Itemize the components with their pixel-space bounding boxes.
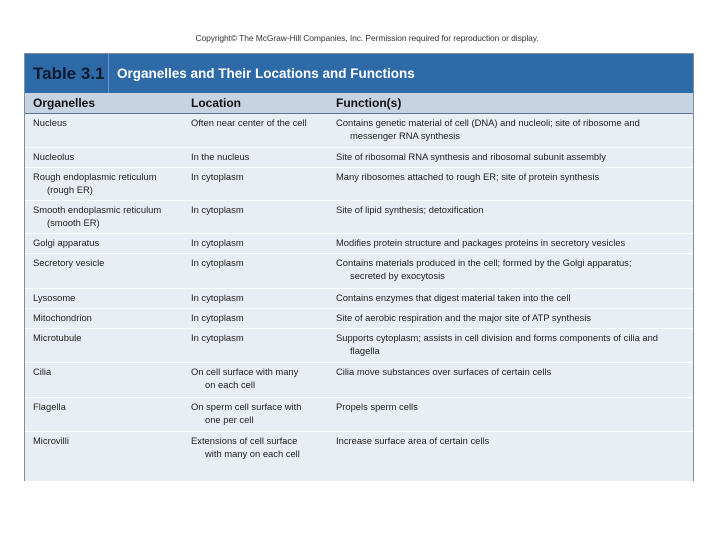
table-row (25, 201, 693, 234)
organelle-cell: Secretory vesicle (33, 257, 105, 268)
function-cell: Site of aerobic respiration and the major site of ATP synthesis (336, 312, 591, 323)
location-cell: In cytoplasm (191, 332, 244, 343)
copyright-notice: Copyright© The McGraw-Hill Companies, Inc. Permission required for reproduction or display. (195, 33, 539, 43)
table-row (25, 148, 693, 168)
organelle-cell: Mitochondrion (33, 312, 92, 323)
table-row (25, 432, 693, 481)
organelle-cell: Rough endoplasmic reticulum (rough ER) (33, 171, 157, 195)
location-cell: In cytoplasm (191, 204, 244, 215)
location-cell: Extensions of cell surface with many on each cell (191, 435, 300, 459)
table-row (25, 309, 693, 329)
function-cell: Site of ribosomal RNA synthesis and ribosomal subunit assembly (336, 151, 606, 162)
function-cell: Modifies protein structure and packages proteins in secretory vesicles (336, 237, 626, 248)
location-cell: In cytoplasm (191, 257, 244, 268)
table-row (25, 168, 693, 201)
header-functions: Function(s) (336, 96, 402, 110)
table-row (25, 234, 693, 254)
location-cell: In cytoplasm (191, 292, 244, 303)
table-row (25, 289, 693, 309)
function-cell: Many ribosomes attached to rough ER; site of protein synthesis (336, 171, 600, 182)
table-body (25, 114, 693, 481)
location-cell: In cytoplasm (191, 237, 244, 248)
location-cell: Often near center of the cell (191, 117, 307, 128)
organelles-table (24, 53, 694, 481)
organelle-cell: Nucleolus (33, 151, 75, 162)
organelle-cell: Microtubule (33, 332, 82, 343)
function-cell: Supports cytoplasm; assists in cell division and forms components of cilia and flagella (336, 332, 659, 356)
function-cell: Increase surface area of certain cells (336, 435, 490, 446)
location-cell: On sperm cell surface with one per cell (191, 401, 302, 425)
table-number: Table 3.1 (25, 54, 109, 93)
table-row (25, 398, 693, 432)
table-row (25, 329, 693, 363)
organelle-cell: Flagella (33, 401, 66, 412)
location-cell: In cytoplasm (191, 312, 244, 323)
organelle-cell: Microvilli (33, 435, 69, 446)
table-header-row (25, 93, 693, 114)
function-cell: Contains genetic material of cell (DNA) and nucleoli; site of ribosome and messenger RNA synthesis (336, 117, 640, 141)
location-cell: On cell surface with many on each cell (191, 366, 299, 390)
header-organelles: Organelles (33, 96, 96, 110)
table-title-bar (25, 54, 693, 93)
organelle-cell: Smooth endoplasmic reticulum (smooth ER) (33, 204, 162, 228)
table-row (25, 254, 693, 289)
table-title: Organelles and Their Locations and Functions (117, 66, 415, 81)
location-cell: In the nucleus (191, 151, 250, 162)
function-cell: Site of lipid synthesis; detoxification (336, 204, 484, 215)
location-cell: In cytoplasm (191, 171, 244, 182)
function-cell: Contains enzymes that digest material taken into the cell (336, 292, 571, 303)
table-row (25, 114, 693, 148)
organelle-cell: Golgi apparatus (33, 237, 100, 248)
header-location: Location (191, 96, 241, 110)
function-cell: Contains materials produced in the cell; formed by the Golgi apparatus; secreted by exocytosis (336, 257, 632, 281)
function-cell: Cilia move substances over surfaces of certain cells (336, 366, 552, 377)
organelle-cell: Nucleus (33, 117, 67, 128)
table-row (25, 363, 693, 398)
organelle-cell: Lysosome (33, 292, 76, 303)
function-cell: Propels sperm cells (336, 401, 418, 412)
organelle-cell: Cilia (33, 366, 52, 377)
